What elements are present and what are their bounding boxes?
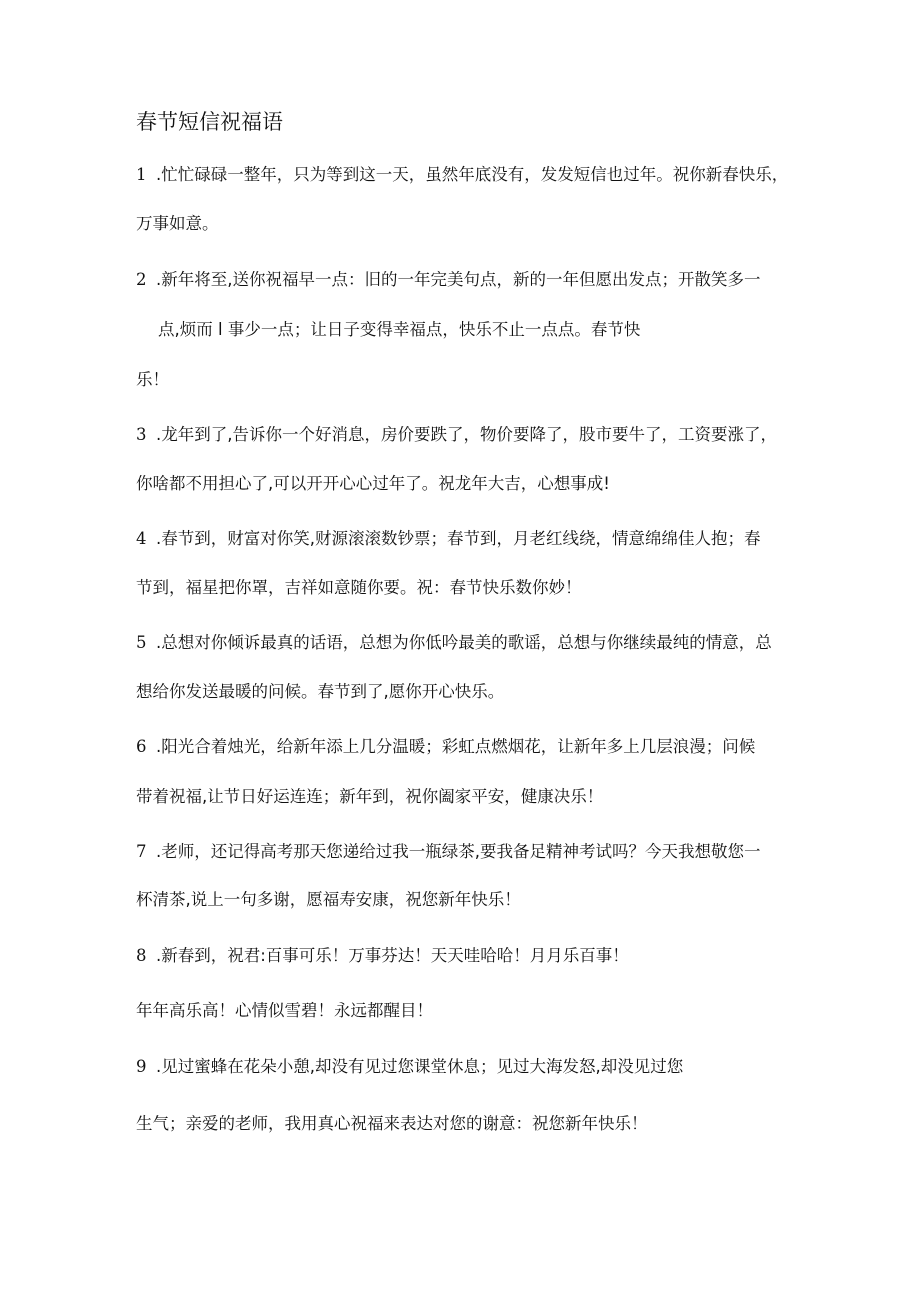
item-3-line-1 [136, 423, 777, 447]
item-9-line-1 [136, 1055, 683, 1079]
item-2-line-2: 点,烦而 l 事少一点；让日子变得幸福点，快乐不止一点点。春节快 [158, 320, 641, 339]
item-number: 6 [136, 737, 147, 756]
item-4-line-2: 节到，福星把你罩，吉祥如意随你要。祝：春节快乐数你妙！ [136, 578, 582, 597]
item-number: 7 [136, 842, 147, 861]
item-number: 2 [136, 270, 147, 289]
document-title: 春节短信祝福语 [136, 110, 283, 134]
item-text: .新春到，祝君:百事可乐！万事芬达！天天哇哈哈！月月乐百事！ [156, 946, 629, 965]
item-number: 1 [136, 165, 147, 184]
item-5-line-1 [136, 631, 772, 655]
item-number: 3 [136, 425, 147, 444]
item-number: 8 [136, 946, 147, 965]
item-text: .总想对你倾诉最真的话语，总想为你低吟最美的歌谣，总想与你继续最纯的情意，总 [156, 633, 772, 652]
item-number: 4 [136, 529, 147, 548]
item-1-line-2: 万事如意。 [136, 214, 219, 233]
item-1-line-1 [136, 163, 788, 187]
item-text: .新年将至,送你祝福早一点：旧的一年完美句点，新的一年但愿出发点；开散笑多一 [156, 270, 761, 289]
item-7-line-1 [136, 840, 761, 864]
item-text: .老师，还记得高考那天您递给过我一瓶绿茶,要我备足精神考试吗？今天我想敬您一 [156, 842, 761, 861]
item-8-line-2: 年年高乐高！心情似雪碧！永远都醒目！ [136, 1001, 433, 1020]
item-text: .阳光合着烛光，给新年添上几分温暖；彩虹点燃烟花，让新年多上几层浪漫；问候 [156, 737, 756, 756]
item-4-line-1 [136, 527, 761, 551]
item-7-line-2: 杯清茶,说上一句多谢，愿福寿安康，祝您新年快乐！ [136, 890, 521, 909]
item-text: .忙忙碌碌一整年，只为等到这一天，虽然年底没有，发发短信也过年。祝你新春快乐， [156, 165, 789, 184]
item-9-line-2: 生气；亲爱的老师，我用真心祝福来表达对您的谢意：祝您新年快乐！ [136, 1114, 648, 1133]
item-5-line-2: 想给你发送最暖的问候。春节到了,愿你开心快乐。 [136, 682, 505, 701]
item-text: .龙年到了,告诉你一个好消息，房价要跌了，物价要降了，股市要牛了，工资要涨了， [156, 425, 777, 444]
item-number: 9 [136, 1057, 147, 1076]
item-2-line-3: 乐！ [136, 370, 169, 389]
item-text: .见过蜜蜂在花朵小憩,却没有见过您课堂休息；见过大海发怒,却没见过您 [156, 1057, 684, 1076]
item-8-line-1 [136, 944, 629, 968]
item-2-line-1 [136, 268, 761, 292]
item-6-line-2: 带着祝福,让节日好运连连；新年到，祝你阖家平安，健康决乐！ [136, 787, 604, 806]
item-6-line-1 [136, 735, 755, 759]
item-number: 5 [136, 633, 147, 652]
item-3-line-2: 你啥都不用担心了,可以开开心心过年了。祝龙年大吉，心想事成! [136, 474, 610, 493]
item-text: .春节到，财富对你笑,财源滚滚数钞票；春节到，月老红线绕，情意绵绵佳人抱；春 [156, 529, 761, 548]
